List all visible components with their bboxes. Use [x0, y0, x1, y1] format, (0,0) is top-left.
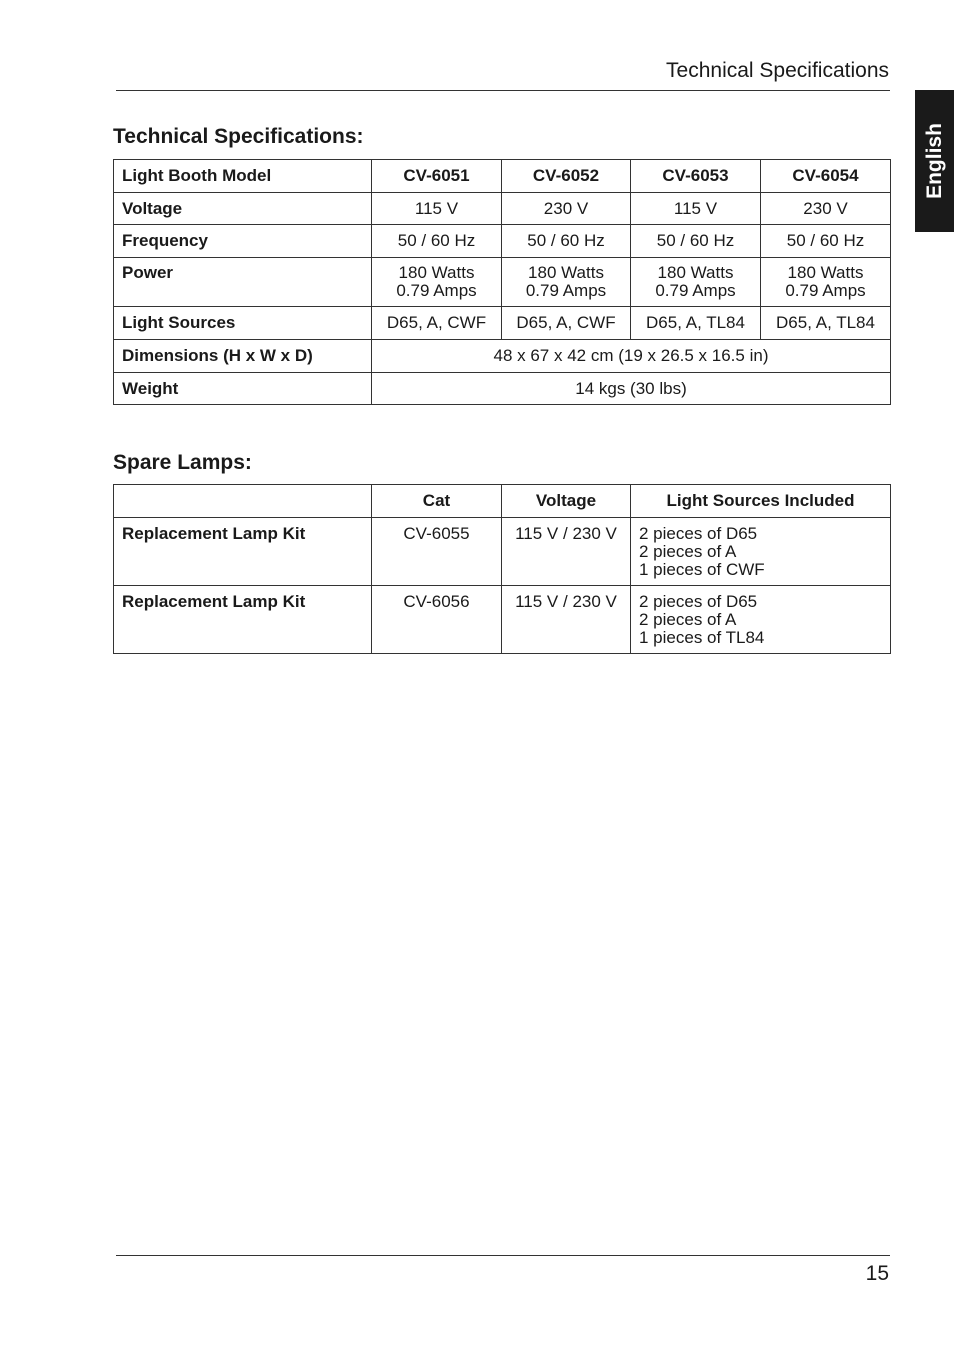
spec-row-voltage	[114, 193, 891, 225]
table-cell: 230 V	[502, 193, 631, 225]
row-label: Light Sources	[114, 307, 372, 340]
table-cell: 115 V	[631, 193, 761, 225]
power-amps: 0.79 Amps	[655, 281, 736, 300]
spec-table	[113, 159, 891, 405]
row-label: Weight	[114, 373, 372, 405]
table-cell: D65, A, TL84	[761, 307, 891, 340]
spec-row-power	[114, 258, 891, 307]
kit-voltage: 115 V / 230 V	[502, 586, 631, 654]
spec-header-row	[114, 160, 891, 193]
table-cell	[372, 258, 502, 307]
spec-header-model: CV-6051	[372, 160, 502, 193]
power-amps: 0.79 Amps	[396, 281, 477, 300]
power-amps: 0.79 Amps	[785, 281, 866, 300]
table-cell: 50 / 60 Hz	[372, 225, 502, 258]
spare-header-cat: Cat	[372, 485, 502, 518]
table-cell: D65, A, CWF	[372, 307, 502, 340]
spec-header-model: CV-6053	[631, 160, 761, 193]
power-watts: 180 Watts	[528, 263, 604, 282]
kit-sources	[631, 586, 891, 654]
power-watts: 180 Watts	[657, 263, 734, 282]
power-watts: 180 Watts	[787, 263, 864, 282]
power-amps: 0.79 Amps	[525, 281, 607, 300]
source-line: 2 pieces of D65	[639, 592, 758, 611]
source-line: 2 pieces of A	[639, 542, 737, 561]
source-line: 2 pieces of A	[639, 610, 737, 629]
table-cell	[502, 258, 631, 307]
table-cell: D65, A, CWF	[502, 307, 631, 340]
power-watts: 180 Watts	[398, 263, 475, 282]
spare-header-voltage: Voltage	[502, 485, 631, 518]
spare-section-title: Spare Lamps:	[113, 451, 252, 474]
kit-sources	[631, 518, 891, 586]
spec-header-label: Light Booth Model	[114, 160, 372, 193]
row-label: Frequency	[114, 225, 372, 258]
row-label: Power	[114, 258, 372, 307]
source-line: 1 pieces of TL84	[639, 628, 765, 647]
table-cell: 50 / 60 Hz	[502, 225, 631, 258]
spec-header-model: CV-6052	[502, 160, 631, 193]
kit-voltage: 115 V / 230 V	[502, 518, 631, 586]
source-line: 1 pieces of CWF	[639, 560, 765, 579]
row-label: Dimensions (H x W x D)	[114, 340, 372, 373]
kit-name: Replacement Lamp Kit	[114, 518, 372, 586]
spare-header-row	[114, 485, 891, 518]
spec-row-frequency	[114, 225, 891, 258]
kit-name: Replacement Lamp Kit	[114, 586, 372, 654]
spec-row-weight	[114, 373, 891, 405]
page-number: 15	[865, 1262, 889, 1285]
language-tab	[915, 90, 954, 232]
table-cell: D65, A, TL84	[631, 307, 761, 340]
table-cell: 50 / 60 Hz	[631, 225, 761, 258]
table-cell: 115 V	[372, 193, 502, 225]
row-label: Voltage	[114, 193, 372, 225]
spec-section-title: Technical Specifications:	[113, 125, 364, 148]
table-row	[114, 586, 891, 654]
table-cell: 14 kgs (30 lbs)	[372, 373, 891, 405]
kit-cat: CV-6055	[372, 518, 502, 586]
source-line: 2 pieces of D65	[639, 524, 758, 543]
running-header-title: Technical Specifications	[666, 59, 889, 82]
table-cell: 50 / 60 Hz	[761, 225, 891, 258]
spare-header-blank	[114, 485, 372, 518]
header-divider	[116, 90, 890, 91]
table-cell	[761, 258, 891, 307]
table-cell: 48 x 67 x 42 cm (19 x 26.5 x 16.5 in)	[372, 340, 891, 373]
table-row	[114, 518, 891, 586]
language-tab-label: English	[922, 123, 946, 199]
table-cell: 230 V	[761, 193, 891, 225]
spec-row-dimensions	[114, 340, 891, 373]
footer-divider	[116, 1255, 890, 1256]
spec-row-light-sources	[114, 307, 891, 340]
kit-cat: CV-6056	[372, 586, 502, 654]
spare-lamps-table	[113, 484, 891, 654]
spare-header-sources: Light Sources Included	[631, 485, 891, 518]
table-cell	[631, 258, 761, 307]
spec-header-model: CV-6054	[761, 160, 891, 193]
